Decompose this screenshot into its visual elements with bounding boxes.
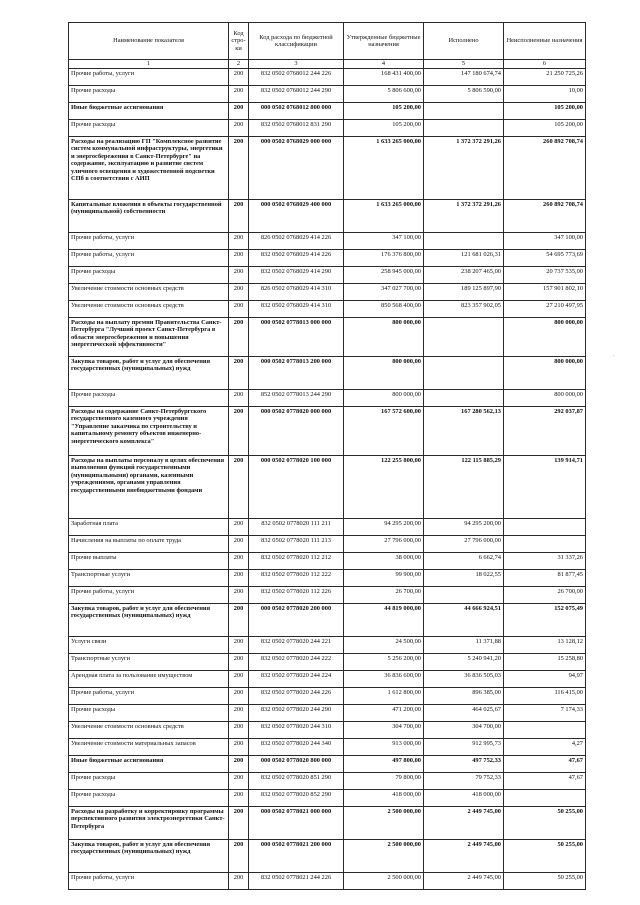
- row-unexecuted: 800 000,00: [504, 318, 586, 357]
- table-row: [69, 407, 586, 456]
- row-expense-code: 832 0502 0778020 851 290: [249, 773, 344, 790]
- row-expense-code: 000 0502 0778020 000 000: [249, 407, 344, 456]
- row-approved: 304 700,00: [344, 722, 424, 739]
- row-unexecuted: 26 700,00: [504, 587, 586, 604]
- row-expense-code: 832 0502 0778020 112 226: [249, 587, 344, 604]
- table-row: [69, 137, 586, 200]
- row-line-code: 200: [229, 790, 249, 807]
- row-approved: 347 027 700,00: [344, 284, 424, 301]
- row-executed: [424, 390, 504, 407]
- row-executed: [424, 587, 504, 604]
- row-name: Увеличение стоимости основных средств: [69, 284, 229, 301]
- row-name: Капитальные вложения в объекты государственной (муниципальной) собственности: [69, 200, 229, 233]
- row-expense-code: 832 0502 0768029 414 310: [249, 301, 344, 318]
- table-row: [69, 536, 586, 553]
- row-expense-code: 000 0502 0778020 100 000: [249, 456, 344, 519]
- row-unexecuted: 347 100,00: [504, 233, 586, 250]
- row-executed: 1 372 372 291,26: [424, 200, 504, 233]
- row-executed: 2 449 745,00: [424, 840, 504, 873]
- table-row: [69, 86, 586, 103]
- row-expense-code: 832 0502 0768012 244 290: [249, 86, 344, 103]
- row-expense-code: 000 0502 0778013 000 000: [249, 318, 344, 357]
- row-name: Расходы на выплаты персоналу в целях обеспечения выполнения функций государственными (муниципальными) органами, казенными учреждениями, органами управления государственными внебюджетными фондами: [69, 456, 229, 519]
- row-approved: 38 000,00: [344, 553, 424, 570]
- row-name: Расходы на разработку и корректировку программы перспективного развития электроэнергетики Санкт-Петербурга: [69, 807, 229, 840]
- row-line-code: 200: [229, 69, 249, 86]
- row-line-code: 200: [229, 357, 249, 390]
- row-approved: 27 796 000,00: [344, 536, 424, 553]
- row-name: Увеличение стоимости основных средств: [69, 301, 229, 318]
- row-name: Прочие расходы: [69, 390, 229, 407]
- row-approved: 5 806 600,00: [344, 86, 424, 103]
- row-executed: 912 995,73: [424, 739, 504, 756]
- row-name: Прочие расходы: [69, 705, 229, 722]
- row-expense-code: 832 0502 0778020 112 212: [249, 553, 344, 570]
- row-executed: 1 372 372 291,26: [424, 137, 504, 200]
- row-executed: 122 115 885,29: [424, 456, 504, 519]
- row-executed: 464 025,67: [424, 705, 504, 722]
- row-approved: 2 500 000,00: [344, 807, 424, 840]
- row-executed: 27 796 000,00: [424, 536, 504, 553]
- row-line-code: 200: [229, 739, 249, 756]
- row-unexecuted: 292 037,87: [504, 407, 586, 456]
- row-line-code: 200: [229, 536, 249, 553]
- table-row: [69, 637, 586, 654]
- row-approved: 94 295 200,00: [344, 519, 424, 536]
- table-row: [69, 773, 586, 790]
- row-name: Расходы на реализацию ГП "Комплексное развитие систем коммунальной инфраструктуры, энергетики и энергосбережения в Санкт-Петербурге" на содержание, эксплуатацию и развитие систем уличного освещения и художественной подсветки СПб в соответствии с АИП: [69, 137, 229, 200]
- row-line-code: 200: [229, 553, 249, 570]
- row-line-code: 200: [229, 773, 249, 790]
- row-line-code: 200: [229, 688, 249, 705]
- row-approved: 471 200,00: [344, 705, 424, 722]
- table-row: [69, 705, 586, 722]
- row-expense-code: 000 0502 0778021 200 000: [249, 840, 344, 873]
- row-executed: 5 806 590,00: [424, 86, 504, 103]
- table-row: [69, 120, 586, 137]
- row-expense-code: 832 0502 0778020 852 290: [249, 790, 344, 807]
- row-expense-code: 832 0502 0778020 244 221: [249, 637, 344, 654]
- row-name: Транспортные услуги: [69, 570, 229, 587]
- header-executed: Исполнено: [424, 23, 504, 60]
- row-unexecuted: 94,97: [504, 671, 586, 688]
- table-row: [69, 284, 586, 301]
- row-approved: 418 000,00: [344, 790, 424, 807]
- row-unexecuted: 50 255,00: [504, 807, 586, 840]
- row-expense-code: 832 0502 0778020 244 224: [249, 671, 344, 688]
- row-line-code: 200: [229, 587, 249, 604]
- row-expense-code: 826 0502 0768029 414 310: [249, 284, 344, 301]
- row-name: Прочие работы, услуги: [69, 587, 229, 604]
- row-unexecuted: 800 000,00: [504, 357, 586, 390]
- table-row: [69, 722, 586, 739]
- row-approved: 800 000,00: [344, 390, 424, 407]
- row-expense-code: 832 0502 0768029 414 290: [249, 267, 344, 284]
- column-number: 4: [344, 60, 424, 69]
- row-name: Прочие работы, услуги: [69, 233, 229, 250]
- row-line-code: 200: [229, 200, 249, 233]
- row-name: Арендная плата за пользование имуществом: [69, 671, 229, 688]
- row-executed: [424, 103, 504, 120]
- table-row: [69, 318, 586, 357]
- row-name: Иные бюджетные ассигнования: [69, 756, 229, 773]
- row-line-code: 200: [229, 137, 249, 200]
- row-approved: 79 800,00: [344, 773, 424, 790]
- row-approved: 2 500 000,00: [344, 873, 424, 890]
- row-executed: [424, 233, 504, 250]
- row-expense-code: 852 0502 0778013 244 290: [249, 390, 344, 407]
- row-unexecuted: 13 128,12: [504, 637, 586, 654]
- table-row: [69, 301, 586, 318]
- row-expense-code: 832 0502 0778020 112 222: [249, 570, 344, 587]
- row-approved: 26 700,00: [344, 587, 424, 604]
- table-row: [69, 587, 586, 604]
- row-expense-code: 832 0502 0778020 244 226: [249, 688, 344, 705]
- row-approved: 1 612 800,00: [344, 688, 424, 705]
- row-name: Прочие работы, услуги: [69, 69, 229, 86]
- table-row: [69, 807, 586, 840]
- table-row: [69, 873, 586, 890]
- row-executed: [424, 357, 504, 390]
- row-name: Прочие работы, услуги: [69, 688, 229, 705]
- row-name: Расходы на содержание Санкт-Петербургского государственного казенного учреждения "Управление заказчика по строительству и капитальному ремонту объектов инженерно-энергетического комплекса": [69, 407, 229, 456]
- row-expense-code: 832 0502 0768012 244 226: [249, 69, 344, 86]
- row-unexecuted: 260 892 708,74: [504, 137, 586, 200]
- budget-execution-report: [68, 22, 585, 890]
- row-expense-code: 832 0502 0778020 111 211: [249, 519, 344, 536]
- row-expense-code: 832 0502 0768012 831 290: [249, 120, 344, 137]
- row-executed: 147 180 674,74: [424, 69, 504, 86]
- row-executed: 418 000,00: [424, 790, 504, 807]
- table-row: [69, 200, 586, 233]
- header-name: Наименование показателя: [69, 23, 229, 60]
- table-row: [69, 654, 586, 671]
- budget-table: [68, 22, 586, 890]
- row-executed: 44 666 924,51: [424, 604, 504, 637]
- row-line-code: 200: [229, 250, 249, 267]
- row-line-code: 200: [229, 519, 249, 536]
- row-unexecuted: 54 695 773,69: [504, 250, 586, 267]
- row-unexecuted: 15 258,80: [504, 654, 586, 671]
- row-name: Увеличение стоимости материальных запасов: [69, 739, 229, 756]
- row-expense-code: 000 0502 0768029 000 000: [249, 137, 344, 200]
- row-unexecuted: 116 415,00: [504, 688, 586, 705]
- table-row: [69, 553, 586, 570]
- row-executed: 2 449 745,00: [424, 873, 504, 890]
- row-unexecuted: 260 892 708,74: [504, 200, 586, 233]
- row-expense-code: 000 0502 0778021 000 000: [249, 807, 344, 840]
- row-name: Закупка товаров, работ и услуг для обеспечения государственных (муниципальных) нужд: [69, 604, 229, 637]
- row-name: Прочие расходы: [69, 267, 229, 284]
- row-executed: 304 700,00: [424, 722, 504, 739]
- row-expense-code: 000 0502 0778013 200 000: [249, 357, 344, 390]
- table-header: [69, 23, 586, 69]
- row-executed: 6 662,74: [424, 553, 504, 570]
- row-name: Прочие расходы: [69, 86, 229, 103]
- row-expense-code: 832 0502 0778020 244 310: [249, 722, 344, 739]
- row-unexecuted: 50 255,00: [504, 840, 586, 873]
- row-line-code: 200: [229, 390, 249, 407]
- row-executed: 94 295 200,00: [424, 519, 504, 536]
- row-approved: 258 945 000,00: [344, 267, 424, 284]
- row-executed: 5 240 941,20: [424, 654, 504, 671]
- row-executed: 121 681 026,31: [424, 250, 504, 267]
- table-row: [69, 671, 586, 688]
- row-line-code: 200: [229, 120, 249, 137]
- row-executed: 18 022,55: [424, 570, 504, 587]
- row-unexecuted: 31 337,26: [504, 553, 586, 570]
- row-expense-code: 832 0502 0778020 111 213: [249, 536, 344, 553]
- row-line-code: 200: [229, 722, 249, 739]
- row-approved: 176 376 800,00: [344, 250, 424, 267]
- header-approved: Утвержденные бюджетные назначения: [344, 23, 424, 60]
- row-approved: 36 836 600,00: [344, 671, 424, 688]
- table-row: [69, 456, 586, 519]
- header-line-code: Код стро-ки: [229, 23, 249, 60]
- row-line-code: 200: [229, 103, 249, 120]
- row-executed: 79 752,33: [424, 773, 504, 790]
- row-unexecuted: 50 255,00: [504, 873, 586, 890]
- row-unexecuted: [504, 790, 586, 807]
- row-approved: 24 500,00: [344, 637, 424, 654]
- row-name: Прочие расходы: [69, 773, 229, 790]
- row-name: Иные бюджетные ассигнования: [69, 103, 229, 120]
- row-unexecuted: 4,27: [504, 739, 586, 756]
- row-executed: 189 125 897,90: [424, 284, 504, 301]
- row-line-code: 200: [229, 456, 249, 519]
- row-line-code: 200: [229, 705, 249, 722]
- row-name: Прочие расходы: [69, 790, 229, 807]
- row-expense-code: 826 0502 0768029 414 226: [249, 233, 344, 250]
- column-number: 5: [424, 60, 504, 69]
- row-approved: 105 200,00: [344, 103, 424, 120]
- row-executed: 11 371,88: [424, 637, 504, 654]
- row-line-code: 200: [229, 407, 249, 456]
- row-approved: 1 633 265 000,00: [344, 137, 424, 200]
- header-unexecuted: Неисполненные назначения: [504, 23, 586, 60]
- row-line-code: 200: [229, 840, 249, 873]
- row-unexecuted: 21 250 725,26: [504, 69, 586, 86]
- row-unexecuted: 800 000,00: [504, 390, 586, 407]
- row-unexecuted: 81 877,45: [504, 570, 586, 587]
- row-name: Прочие выплаты: [69, 553, 229, 570]
- row-expense-code: 832 0502 0778020 244 222: [249, 654, 344, 671]
- row-expense-code: 832 0502 0778020 244 340: [249, 739, 344, 756]
- row-unexecuted: 47,67: [504, 756, 586, 773]
- row-executed: [424, 120, 504, 137]
- row-executed: 238 207 465,00: [424, 267, 504, 284]
- table-row: [69, 103, 586, 120]
- table-row: [69, 357, 586, 390]
- table-row: [69, 790, 586, 807]
- row-line-code: 200: [229, 233, 249, 250]
- table-row: [69, 688, 586, 705]
- row-expense-code: 000 0502 0778020 800 000: [249, 756, 344, 773]
- row-executed: [424, 318, 504, 357]
- row-name: Услуги связи: [69, 637, 229, 654]
- row-approved: 99 900,00: [344, 570, 424, 587]
- row-name: Расходы на выплату премии Правительства Санкт-Петербурга "Лучший проект Санкт-Петербурга в области энергосбережения и повышения энергетической эффективности": [69, 318, 229, 357]
- table-body: [69, 69, 586, 890]
- table-row: [69, 840, 586, 873]
- row-unexecuted: 139 914,71: [504, 456, 586, 519]
- row-unexecuted: [504, 519, 586, 536]
- row-line-code: 200: [229, 671, 249, 688]
- row-approved: 5 256 200,00: [344, 654, 424, 671]
- row-approved: 1 633 265 000,00: [344, 200, 424, 233]
- table-row: [69, 233, 586, 250]
- row-line-code: 200: [229, 318, 249, 357]
- row-line-code: 200: [229, 873, 249, 890]
- row-line-code: 200: [229, 807, 249, 840]
- row-executed: 167 280 562,13: [424, 407, 504, 456]
- row-line-code: 200: [229, 604, 249, 637]
- row-unexecuted: 20 737 535,00: [504, 267, 586, 284]
- row-executed: 823 357 902,05: [424, 301, 504, 318]
- row-name: Прочие расходы: [69, 120, 229, 137]
- table-row: [69, 519, 586, 536]
- row-executed: 497 752,33: [424, 756, 504, 773]
- table-row: [69, 267, 586, 284]
- row-approved: 497 800,00: [344, 756, 424, 773]
- row-unexecuted: 105 200,00: [504, 120, 586, 137]
- row-approved: 44 819 000,00: [344, 604, 424, 637]
- row-line-code: 200: [229, 301, 249, 318]
- row-name: Транспортные услуги: [69, 654, 229, 671]
- row-unexecuted: 152 075,49: [504, 604, 586, 637]
- row-unexecuted: 105 200,00: [504, 103, 586, 120]
- column-number: 6: [504, 60, 586, 69]
- row-name: Прочие работы, услуги: [69, 873, 229, 890]
- row-approved: 122 255 800,00: [344, 456, 424, 519]
- table-row: [69, 756, 586, 773]
- row-expense-code: 000 0502 0778020 200 000: [249, 604, 344, 637]
- row-line-code: 200: [229, 570, 249, 587]
- row-name: Закупка товаров, работ и услуг для обеспечения государственных (муниципальных) нужд: [69, 840, 229, 873]
- row-approved: 347 100,00: [344, 233, 424, 250]
- row-unexecuted: [504, 536, 586, 553]
- row-unexecuted: 10,00: [504, 86, 586, 103]
- row-executed: 36 836 505,03: [424, 671, 504, 688]
- row-expense-code: 000 0502 0768012 800 000: [249, 103, 344, 120]
- row-line-code: 200: [229, 267, 249, 284]
- table-row: [69, 604, 586, 637]
- row-expense-code: 832 0502 0768029 414 226: [249, 250, 344, 267]
- row-approved: 105 200,00: [344, 120, 424, 137]
- table-row: [69, 69, 586, 86]
- row-name: Заработная плата: [69, 519, 229, 536]
- row-line-code: 200: [229, 284, 249, 301]
- table-row: [69, 390, 586, 407]
- column-number: 2: [229, 60, 249, 69]
- column-number-row: [69, 60, 586, 69]
- row-name: Прочие работы, услуги: [69, 250, 229, 267]
- row-unexecuted: [504, 722, 586, 739]
- table-row: [69, 250, 586, 267]
- row-approved: 2 500 000,00: [344, 840, 424, 873]
- row-name: Закупка товаров, работ и услуг для обеспечения государственных (муниципальных) нужд: [69, 357, 229, 390]
- table-row: [69, 739, 586, 756]
- row-line-code: 200: [229, 756, 249, 773]
- row-expense-code: 000 0502 0768029 400 000: [249, 200, 344, 233]
- row-approved: 913 000,00: [344, 739, 424, 756]
- row-approved: 850 568 400,00: [344, 301, 424, 318]
- row-expense-code: 832 0502 0778021 244 226: [249, 873, 344, 890]
- row-line-code: 200: [229, 654, 249, 671]
- row-name: Увеличение стоимости основных средств: [69, 722, 229, 739]
- table-row: [69, 570, 586, 587]
- row-executed: 896 385,00: [424, 688, 504, 705]
- row-approved: 800 000,00: [344, 357, 424, 390]
- header-expense-code: Код расхода по бюджетной классификации: [249, 23, 344, 60]
- row-executed: 2 449 745,00: [424, 807, 504, 840]
- row-line-code: 200: [229, 86, 249, 103]
- row-approved: 800 000,00: [344, 318, 424, 357]
- margin-dot: .: [613, 352, 615, 358]
- row-unexecuted: 27 210 497,95: [504, 301, 586, 318]
- row-unexecuted: 7 174,33: [504, 705, 586, 722]
- row-line-code: 200: [229, 637, 249, 654]
- column-number: 1: [69, 60, 229, 69]
- column-number: 3: [249, 60, 344, 69]
- row-expense-code: 832 0502 0778020 244 290: [249, 705, 344, 722]
- row-unexecuted: 157 901 802,10: [504, 284, 586, 301]
- row-approved: 168 431 400,00: [344, 69, 424, 86]
- row-name: Начисления на выплаты по оплате труда: [69, 536, 229, 553]
- row-approved: 167 572 600,00: [344, 407, 424, 456]
- row-unexecuted: 47,67: [504, 773, 586, 790]
